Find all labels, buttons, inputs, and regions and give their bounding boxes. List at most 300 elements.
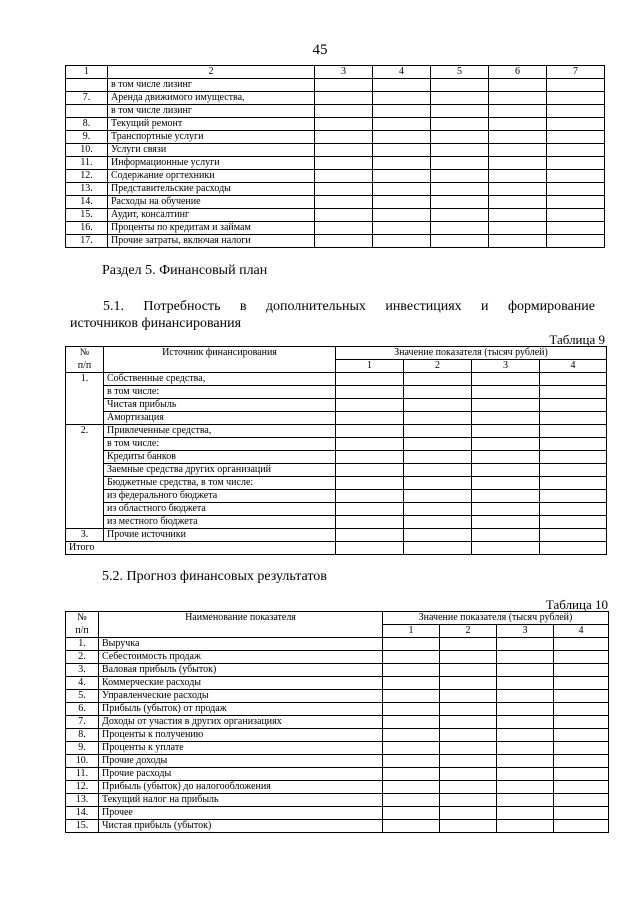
value-cell [547,209,605,222]
value-cell [472,477,540,490]
value-cell [497,638,554,651]
row-name: из местного бюджета [104,516,336,529]
table-row [66,477,607,490]
row-number: 1. [66,373,104,425]
value-cell [497,742,554,755]
table-row [66,373,607,386]
value-cell [373,196,431,209]
col-header: 1 [336,360,404,373]
expenses-table-continuation [65,65,605,248]
row-name: Содержание оргтехники [108,170,315,183]
value-cell [440,677,497,690]
value-cell [472,425,540,438]
col-header: 6 [489,66,547,79]
value-cell [315,183,373,196]
value-cell [547,118,605,131]
value-cell [404,451,472,464]
value-cell [431,196,489,209]
row-number: 14. [66,807,99,820]
subsection-5-2-heading: 5.2. Прогноз финансовых результатов [102,569,327,584]
value-cell [472,412,540,425]
table-row [66,490,607,503]
value-cell [383,677,440,690]
value-cell [554,768,609,781]
value-cell [336,386,404,399]
value-cell [472,464,540,477]
value-cell [554,703,609,716]
value-cell [497,703,554,716]
table-row [66,209,605,222]
row-name: Прибыль (убыток) от продаж [99,703,383,716]
value-cell [404,412,472,425]
row-name: Текущий налог на прибыль [99,794,383,807]
value-cell [336,438,404,451]
value-cell [383,690,440,703]
value-cell [440,729,497,742]
value-cell [497,690,554,703]
value-cell [497,651,554,664]
row-number: 2. [66,651,99,664]
row-name: Валовая прибыль (убыток) [99,664,383,677]
row-name: Транспортные услуги [108,131,315,144]
value-cell [554,690,609,703]
value-cell [404,399,472,412]
value-cell [472,373,540,386]
value-cell [404,503,472,516]
value-cell [472,438,540,451]
table-row [66,516,607,529]
table-row [66,755,609,768]
value-cell [440,768,497,781]
table-header-row [66,347,607,360]
table-row [66,438,607,451]
value-cell [547,105,605,118]
value-cell [383,742,440,755]
value-cell [547,170,605,183]
value-cell [431,157,489,170]
row-number: 13. [66,794,99,807]
row-number: 10. [66,755,99,768]
row-name: Расходы на обучение [108,196,315,209]
table-row [66,92,605,105]
row-name: Проценты по кредитам и займам [108,222,315,235]
value-cell [489,196,547,209]
value-cell [440,664,497,677]
value-cell [336,490,404,503]
subsection-5-1-line-2: источников финансирования [70,316,242,331]
value-cell [497,677,554,690]
value-cell [383,651,440,664]
row-number: 6. [66,703,99,716]
value-cell [472,386,540,399]
row-number: 8. [66,118,108,131]
row-name: Кредиты банков [104,451,336,464]
value-cell [383,807,440,820]
row-name: Заемные средства других организаций [104,464,336,477]
row-number: 9. [66,131,108,144]
row-name: Аренда движимого имущества, [108,92,315,105]
table-row [66,794,609,807]
row-name: Управленческие расходы [99,690,383,703]
col-header: 3 [472,360,540,373]
table-row [66,729,609,742]
value-cell [497,729,554,742]
value-cell [404,425,472,438]
table-row [66,131,605,144]
value-cell [540,529,607,542]
value-cell [540,516,607,529]
value-cell [540,503,607,516]
value-cell [554,742,609,755]
table-row [66,820,609,833]
value-cell [497,781,554,794]
row-number: 11. [66,768,99,781]
value-cell [497,794,554,807]
financial-results-table [65,611,609,833]
value-cell [431,118,489,131]
value-cell [489,92,547,105]
value-cell [373,157,431,170]
value-cell [547,183,605,196]
table-header-row [66,66,605,79]
value-cell [472,490,540,503]
col-header: 2 [404,360,472,373]
value-cell [540,542,607,555]
row-number: 15. [66,820,99,833]
table-row [66,807,609,820]
row-name: Чистая прибыль [104,399,336,412]
row-number: 3. [66,664,99,677]
value-cell [336,542,404,555]
table-row [66,768,609,781]
value-cell [383,703,440,716]
value-cell [373,131,431,144]
name-header-blank [99,625,383,638]
row-number: 8. [66,729,99,742]
value-cell [440,742,497,755]
value-cell [554,677,609,690]
value-cell [440,820,497,833]
value-cell [554,638,609,651]
row-name: Себестоимость продаж [99,651,383,664]
value-cell [554,729,609,742]
row-number: 7. [66,716,99,729]
value-cell [540,451,607,464]
table-row [66,157,605,170]
value-cell [554,807,609,820]
table-row [66,399,607,412]
value-cell [336,399,404,412]
value-cell [336,425,404,438]
value-cell [315,157,373,170]
value-cell [489,222,547,235]
value-cell [315,131,373,144]
value-cell [383,638,440,651]
value-cell [497,716,554,729]
row-name: Прочие расходы [99,768,383,781]
row-name: Прибыль (убыток) до налогообложения [99,781,383,794]
value-cell [383,768,440,781]
value-cell [472,516,540,529]
table-row [66,79,605,92]
table-row [66,503,607,516]
row-number: 15. [66,209,108,222]
value-cell [554,716,609,729]
table-row [66,690,609,703]
table-row [66,638,609,651]
table-row [66,716,609,729]
expenses-table-body [66,66,605,248]
name-header: Наименование показателя [99,612,383,625]
value-cell [315,170,373,183]
value-cell [472,529,540,542]
row-name: Собственные средства, [104,373,336,386]
value-cell [554,820,609,833]
value-cell [440,781,497,794]
row-number: 5. [66,690,99,703]
value-cell [373,235,431,248]
value-cell [489,131,547,144]
table-row [66,781,609,794]
col-header: 1 [66,66,108,79]
subsection-5-1-heading [70,298,595,332]
row-name: Прочие доходы [99,755,383,768]
row-number: 12. [66,170,108,183]
table-row [66,235,605,248]
value-cell [489,170,547,183]
value-cell [540,438,607,451]
value-cell [336,503,404,516]
row-name: в том числе: [104,386,336,399]
row-number: 7. [66,92,108,105]
value-cell [489,79,547,92]
table-9-caption: Таблица 9 [549,332,605,347]
value-cell [497,755,554,768]
value-cell [489,235,547,248]
value-cell [431,183,489,196]
value-cell [489,118,547,131]
value-cell [540,477,607,490]
value-cell [540,490,607,503]
value-cell [440,716,497,729]
value-cell [472,503,540,516]
value-cell [315,235,373,248]
value-cell [373,209,431,222]
value-cell [336,516,404,529]
row-name: Представительские расходы [108,183,315,196]
value-cell [540,412,607,425]
value-cell [540,373,607,386]
num-header: № [66,612,99,625]
col-header: 4 [373,66,431,79]
value-cell [431,92,489,105]
row-number: 9. [66,742,99,755]
value-cell [554,664,609,677]
value-cell [431,235,489,248]
value-cell [336,412,404,425]
value-header: Значение показателя (тысяч рублей) [336,347,607,360]
value-cell [547,222,605,235]
table-header-row [66,625,609,638]
table-row [66,183,605,196]
row-number [66,105,108,118]
row-name: Коммерческие расходы [99,677,383,690]
value-cell [383,716,440,729]
value-cell [540,464,607,477]
value-cell [431,131,489,144]
value-cell [547,131,605,144]
row-number: 3. [66,529,104,542]
value-cell [373,105,431,118]
row-number: 4. [66,677,99,690]
table-header-row [66,612,609,625]
row-number: 16. [66,222,108,235]
row-name: Прочие затраты, включая налоги [108,235,315,248]
row-number: 12. [66,781,99,794]
row-number: 1. [66,638,99,651]
value-cell [431,79,489,92]
value-cell [373,144,431,157]
value-cell [373,170,431,183]
value-cell [540,399,607,412]
row-number: 14. [66,196,108,209]
value-cell [373,183,431,196]
row-name: Аудит, консалтинг [108,209,315,222]
row-number: 17. [66,235,108,248]
row-number: 11. [66,157,108,170]
value-cell [404,477,472,490]
table-row [66,105,605,118]
source-header: Источник финансирования [104,347,336,360]
num-header: № [66,347,104,360]
value-cell [404,529,472,542]
value-cell [315,144,373,157]
num-header: п/п [66,625,99,638]
row-number [66,79,108,92]
value-cell [554,651,609,664]
row-number: 10. [66,144,108,157]
value-cell [404,386,472,399]
value-cell [440,638,497,651]
page-number: 45 [312,42,328,58]
value-cell [547,196,605,209]
value-cell [472,451,540,464]
value-cell [440,651,497,664]
value-cell [404,464,472,477]
row-name: Выручка [99,638,383,651]
value-cell [404,490,472,503]
value-cell [373,222,431,235]
row-name: Проценты к уплате [99,742,383,755]
row-name: из областного бюджета [104,503,336,516]
row-name: Проценты к получению [99,729,383,742]
value-cell [373,79,431,92]
table-row [66,222,605,235]
value-cell [540,425,607,438]
section-5-title: Раздел 5. Финансовый план [102,263,268,278]
num-header: п/п [66,360,104,373]
value-cell [440,794,497,807]
value-cell [440,807,497,820]
row-name: Чистая прибыль (убыток) [99,820,383,833]
value-cell [554,755,609,768]
value-header: Значение показателя (тысяч рублей) [383,612,609,625]
financing-sources-table [65,346,607,555]
row-number: 13. [66,183,108,196]
value-cell [440,755,497,768]
row-name: Бюджетные средства, в том числе: [104,477,336,490]
value-cell [336,477,404,490]
value-cell [383,794,440,807]
row-name: Текущий ремонт [108,118,315,131]
row-name: Услуги связи [108,144,315,157]
value-cell [472,542,540,555]
row-name: Амортизация [104,412,336,425]
value-cell [489,183,547,196]
value-cell [554,781,609,794]
source-header-blank [104,360,336,373]
table-row [66,386,607,399]
table-row [66,451,607,464]
value-cell [431,144,489,157]
value-cell [489,144,547,157]
value-cell [383,729,440,742]
value-cell [315,118,373,131]
row-name: в том числе: [104,438,336,451]
value-cell [383,781,440,794]
col-header: 5 [431,66,489,79]
value-cell [431,105,489,118]
table-row [66,196,605,209]
value-cell [431,209,489,222]
value-cell [547,157,605,170]
col-header: 2 [108,66,315,79]
col-header: 7 [547,66,605,79]
value-cell [547,144,605,157]
row-name: в том числе лизинг [108,105,315,118]
table-row [66,412,607,425]
col-header: 4 [554,625,609,638]
value-cell [547,79,605,92]
value-cell [489,209,547,222]
col-header: 2 [440,625,497,638]
table-row [66,464,607,477]
value-cell [431,170,489,183]
value-cell [336,451,404,464]
subsection-5-1-line-1: 5.1. Потребность в дополнительных инвестициях и формирование [103,299,595,314]
row-name: Прочие источники [104,529,336,542]
value-cell [404,542,472,555]
value-cell [315,222,373,235]
table-row [66,170,605,183]
value-cell [373,92,431,105]
value-cell [497,807,554,820]
value-cell [404,373,472,386]
value-cell [383,820,440,833]
table-row [66,118,605,131]
value-cell [315,79,373,92]
value-cell [404,438,472,451]
value-cell [383,664,440,677]
financing-sources-table-body [66,347,607,555]
col-header: 3 [497,625,554,638]
table-row [66,742,609,755]
col-header: 1 [383,625,440,638]
value-cell [497,820,554,833]
row-name: Прочее [99,807,383,820]
value-cell [547,235,605,248]
total-label: Итого [66,542,336,555]
